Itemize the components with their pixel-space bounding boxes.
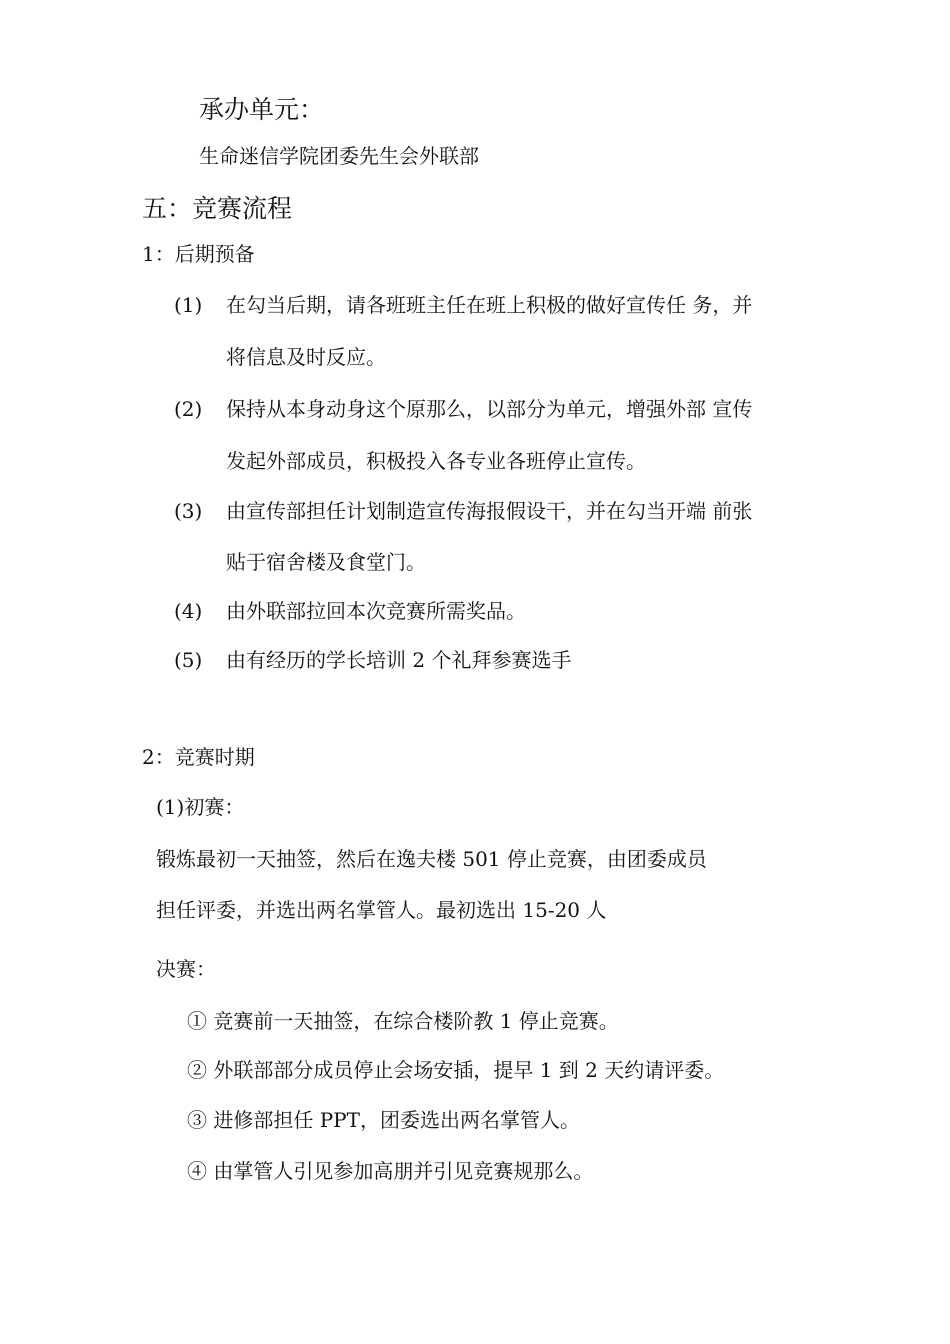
item-number: (1) (174, 293, 203, 317)
item-number: (4) (174, 599, 203, 623)
unit-text: 生命迷信学院团委先生会外联部 (199, 144, 479, 168)
unit-heading: 承办单元： (199, 95, 325, 124)
item-line: 由外联部拉回本次竞赛所需奖品。 (226, 599, 526, 623)
item-number: (2) (174, 397, 203, 421)
final-item: ② 外联部部分成员停止会场安插，提早 1 到 2 天约请评委。 (187, 1058, 725, 1082)
prelim-text: 担任评委，并选出两名掌管人。最初选出 15-20 人 (156, 898, 607, 922)
final-item: ④ 由掌管人引见参加高朋并引见竞赛规那么。 (187, 1159, 594, 1183)
item-line: 由宣传部担任计划制造宣传海报假设干，并在勾当开端 前张 (226, 499, 753, 523)
part2-title: 2：竞赛时期 (142, 745, 255, 769)
final-title: 决赛： (156, 957, 216, 981)
final-item: ① 竞赛前一天抽签，在综合楼阶教 1 停止竞赛。 (187, 1009, 619, 1033)
section5-heading: 五：竞赛流程 (142, 194, 293, 223)
item-line: 将信息及时反应。 (226, 345, 386, 369)
item-line: 贴于宿舍楼及食堂门。 (226, 550, 426, 574)
prelim-title: (1)初赛： (156, 795, 245, 819)
item-number: (3) (174, 499, 203, 523)
prelim-text: 锻炼最初一天抽签，然后在逸夫楼 501 停止竞赛，由团委成员 (156, 847, 707, 871)
item-line: 保持从本身动身这个原那么，以部分为单元，增强外部 宣传 (226, 397, 753, 421)
part1-title: 1：后期预备 (142, 242, 255, 266)
final-item: ③ 进修部担任 PPT，团委选出两名掌管人。 (187, 1108, 580, 1132)
item-line: 由有经历的学长培训 2 个礼拜参赛选手 (226, 648, 572, 672)
item-line: 在勾当后期，请各班班主任在班上积极的做好宣传任 务，并 (226, 293, 753, 317)
item-number: (5) (174, 648, 203, 672)
item-line: 发起外部成员，积极投入各专业各班停止宣传。 (226, 449, 646, 473)
